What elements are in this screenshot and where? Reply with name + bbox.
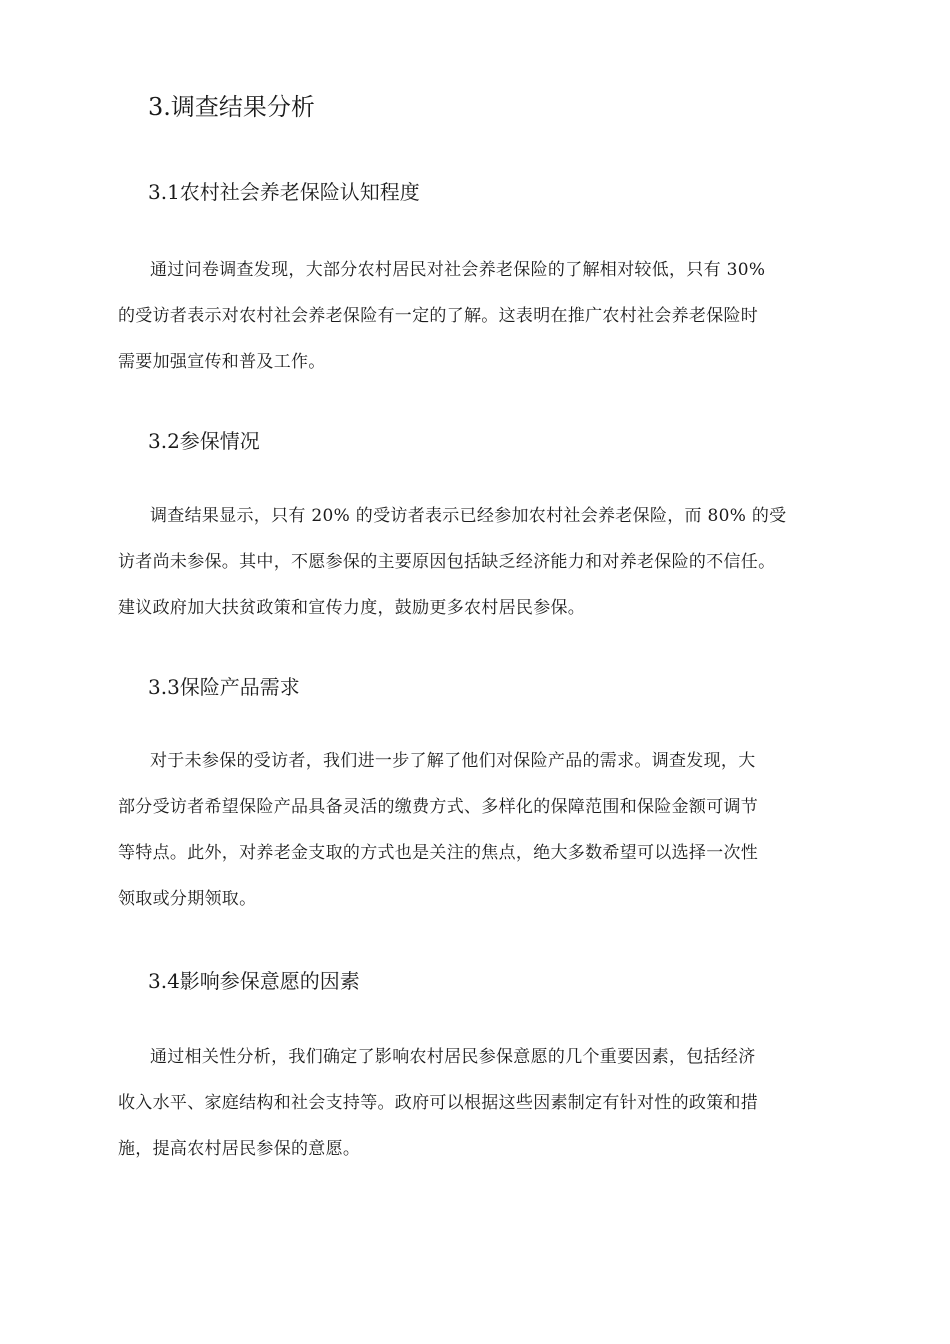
- paragraph-3-2: [118, 501, 848, 639]
- subsection-title-3-2: 3.2参保情况: [148, 429, 260, 453]
- subsection-title-3-1: 3.1农村社会养老保险认知程度: [148, 180, 420, 204]
- paragraph-3-4: [118, 1042, 848, 1180]
- subsection-title-3-3: 3.3保险产品需求: [148, 675, 300, 699]
- paragraph-line: 通过相关性分析，我们确定了影响农村居民参保意愿的几个重要因素，包括经济: [150, 1047, 756, 1067]
- paragraph-line: 建议政府加大扶贫政策和宣传力度，鼓励更多农村居民参保。: [118, 598, 586, 618]
- paragraph-line: 等特点。此外，对养老金支取的方式也是关注的焦点，绝大多数希望可以选择一次性: [118, 843, 759, 863]
- subsection-title-3-4: 3.4影响参保意愿的因素: [148, 969, 360, 993]
- paragraph-line: 施，提高农村居民参保的意愿。: [118, 1139, 361, 1159]
- paragraph-line: 部分受访者希望保险产品具备灵活的缴费方式、多样化的保障范围和保险金额可调节: [118, 797, 759, 817]
- paragraph-line: 收入水平、家庭结构和社会支持等。政府可以根据这些因素制定有针对性的政策和措: [118, 1093, 759, 1113]
- section-heading: 3.调查结果分析: [148, 93, 315, 121]
- paragraph-3-3: [118, 746, 848, 930]
- paragraph-line: 通过问卷调查发现，大部分农村居民对社会养老保险的了解相对较低，只有 30%: [150, 260, 766, 280]
- paragraph-line: 访者尚未参保。其中，不愿参保的主要原因包括缺乏经济能力和对养老保险的不信任。: [118, 552, 776, 572]
- paragraph-line: 的受访者表示对农村社会养老保险有一定的了解。这表明在推广农村社会养老保险时: [118, 306, 759, 326]
- paragraph-line: 对于未参保的受访者，我们进一步了解了他们对保险产品的需求。调查发现，大: [150, 751, 756, 771]
- paragraph-line: 领取或分期领取。: [118, 889, 257, 909]
- paragraph-line: 需要加强宣传和普及工作。: [118, 352, 326, 372]
- paragraph-line: 调查结果显示，只有 20% 的受访者表示已经参加农村社会养老保险，而 80% 的受: [150, 506, 787, 526]
- paragraph-3-1: [118, 255, 848, 393]
